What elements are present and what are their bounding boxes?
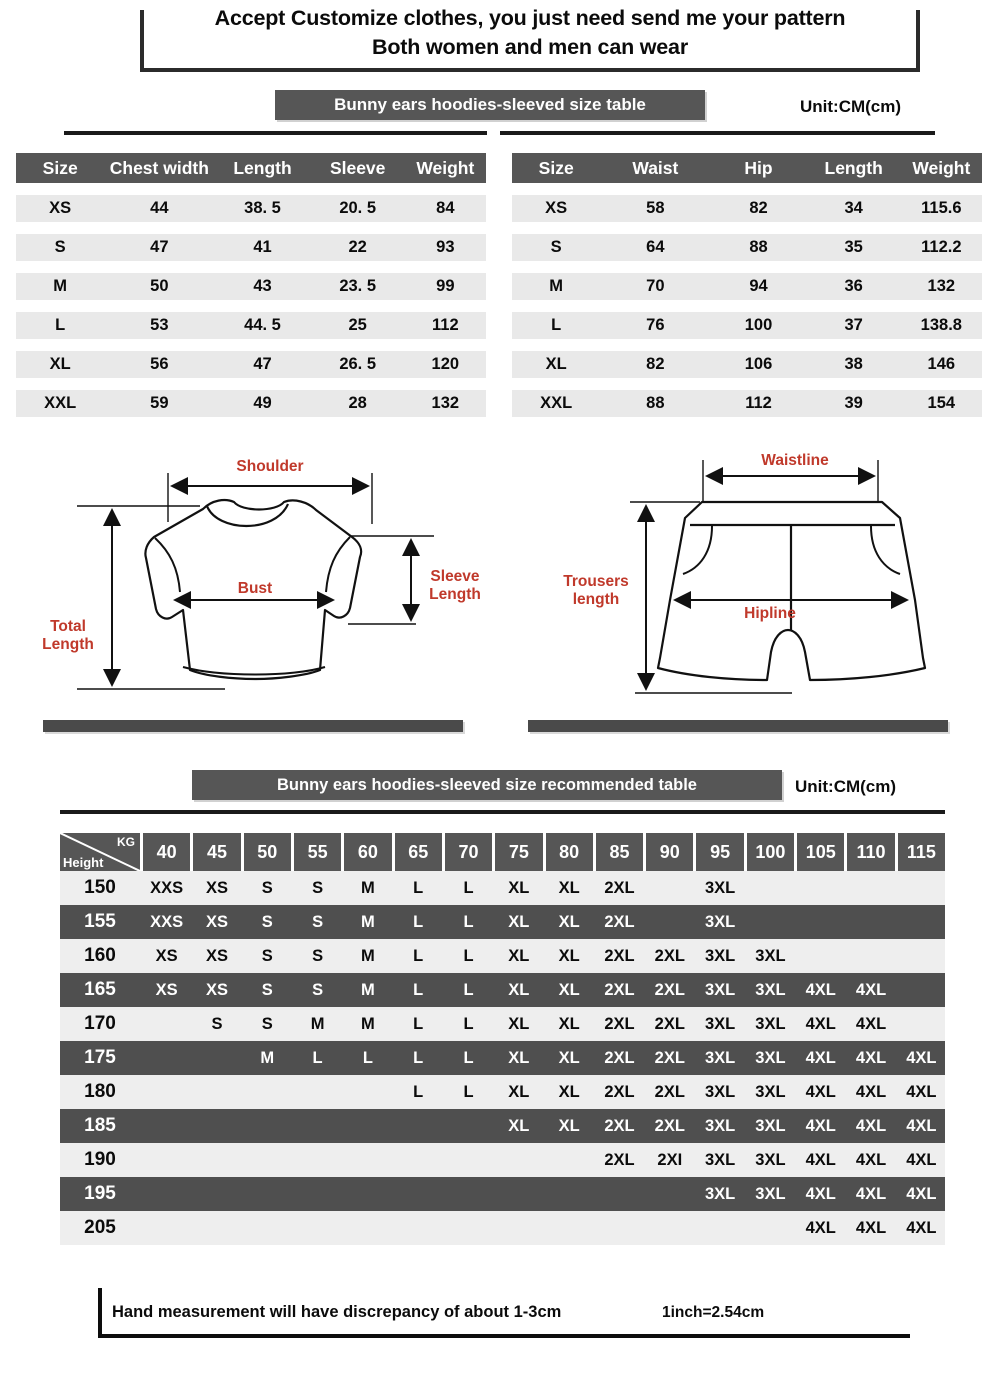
- top-measurement-table: [16, 153, 486, 417]
- rec-section-unit-label: Unit:CM(cm): [795, 777, 897, 796]
- rec-table-cell: S: [261, 1014, 273, 1033]
- rec-table-cell: M: [310, 1014, 325, 1033]
- cell-waist: 64: [646, 238, 665, 256]
- rec-table-cell: 4XL: [855, 1014, 887, 1033]
- rec-table-cell: M: [260, 1048, 275, 1067]
- divider-bar-left: [43, 720, 463, 732]
- top-table-header-weight: Weight: [416, 157, 475, 178]
- rec-table-height-label-205: 205: [84, 1217, 116, 1238]
- cell-length: 41: [253, 238, 272, 256]
- rec-table-weight-header-90: 90: [646, 833, 693, 871]
- rec-table-height-label-160: 160: [84, 945, 116, 966]
- cell-weight: 120: [431, 355, 460, 373]
- rec-table-cell: XL: [558, 912, 580, 931]
- rec-table-cell: 4XL: [906, 1082, 937, 1101]
- rec-table-cell: M: [361, 946, 375, 965]
- rec-table-corner-height: Height: [63, 855, 104, 870]
- top-table-header-size: Size: [42, 157, 78, 178]
- cell-weight: 132: [431, 394, 460, 412]
- rec-table-height-label-155: 155: [84, 911, 116, 932]
- table-row: [16, 390, 486, 417]
- rec-table-height-label-175: 175: [84, 1047, 116, 1068]
- shorts-label-waistline: Waistline: [761, 452, 829, 469]
- cell-hip: 112: [745, 394, 772, 412]
- shirt-label-total-length-line2: Length: [42, 636, 94, 653]
- shirt-label-sleeve-length-line1: Sleeve: [430, 568, 480, 585]
- rec-table-cell: 4XL: [855, 980, 887, 999]
- rec-table-cell: XL: [558, 946, 580, 965]
- rec-table-cell: 4XL: [805, 1082, 836, 1101]
- cell-sleeve: 26. 5: [339, 355, 377, 373]
- rec-table-row: [60, 905, 945, 939]
- rec-table-cell: L: [413, 878, 424, 897]
- rec-table-cell: XS: [205, 878, 228, 897]
- rec-table-cell: 4XL: [805, 1014, 836, 1033]
- shorts-label-trousers-length-line2: length: [572, 591, 620, 608]
- shirt-measurement-diagram: [20, 440, 500, 710]
- rec-table-cell: 4XL: [906, 1150, 937, 1169]
- cell-size: XL: [545, 355, 567, 373]
- rec-table-cell: 3XL: [704, 1082, 736, 1101]
- rec-table-cell: 2XL: [604, 1048, 635, 1067]
- rec-table-weight-header-55: 55: [294, 833, 341, 871]
- rec-table-cell: 3XL: [755, 980, 786, 999]
- rec-table-cell: 4XL: [906, 1116, 937, 1135]
- rec-table-cell: 3XL: [755, 1082, 786, 1101]
- divider-bar-right: [528, 720, 948, 732]
- shorts-label-trousers-length-line1: Trousers: [563, 573, 629, 590]
- cell-hip: 100: [744, 316, 773, 334]
- rec-table-cell: L: [463, 912, 474, 931]
- rec-table-cell: L: [362, 1048, 373, 1067]
- rec-table-cell: M: [361, 912, 375, 931]
- recommendation-table: [60, 833, 945, 1245]
- shirt-label-shoulder: Shoulder: [236, 458, 304, 475]
- rec-table-cell: L: [463, 1082, 474, 1101]
- cell-weight: 138.8: [920, 316, 962, 334]
- cell-size: XXL: [540, 394, 573, 412]
- rec-table-weight-header-95: 95: [696, 833, 743, 871]
- rec-table-height-label-190: 190: [84, 1149, 116, 1170]
- rec-table-cell: S: [312, 878, 324, 897]
- cell-hip: 106: [744, 355, 773, 373]
- rec-table-cell: L: [463, 946, 474, 965]
- cell-sleeve: 28: [348, 394, 367, 412]
- rec-table-cell: M: [361, 980, 375, 999]
- cell-length: 38: [844, 355, 863, 373]
- rec-table-cell: 3XL: [704, 1184, 736, 1203]
- rec-table-row: [60, 1109, 945, 1143]
- cell-length: 39: [844, 394, 863, 412]
- cell-waist: 76: [646, 316, 665, 334]
- cell-chest-width: 59: [150, 394, 169, 412]
- rec-table-row: [60, 939, 945, 973]
- top-section-title-label: Bunny ears hoodies-sleeved size table: [334, 95, 646, 114]
- shirt-label-sleeve-length-line2: Length: [429, 586, 481, 603]
- rec-table-corner-cell: [60, 833, 140, 871]
- top-left-table-rule: [64, 131, 487, 135]
- cell-size: S: [550, 238, 562, 256]
- cell-size: L: [551, 316, 562, 334]
- rec-table-row: [60, 973, 945, 1007]
- rec-table-cell: 2XL: [604, 1014, 635, 1033]
- rec-table-weight-header-105: 105: [797, 833, 844, 871]
- rec-table-cell: XL: [508, 980, 530, 999]
- bottom-measurement-table: [512, 153, 982, 417]
- rec-table-height-label-165: 165: [84, 979, 116, 1000]
- cell-hip: 82: [749, 199, 768, 217]
- table-row: [16, 273, 486, 300]
- shorts-label-hipline: Hipline: [744, 605, 796, 622]
- rec-table-cell: 2XL: [604, 912, 635, 931]
- rec-table-cell: 3XL: [704, 1116, 736, 1135]
- table-row: [512, 273, 982, 300]
- shorts-measurement-diagram: [520, 440, 1000, 710]
- rec-table-cell: 3XL: [704, 878, 736, 897]
- rec-table-weight-header-50: 50: [244, 833, 291, 871]
- cell-weight: 112: [432, 316, 459, 334]
- rec-table-cell: L: [463, 980, 474, 999]
- rec-table-row: [60, 1143, 945, 1177]
- rec-table-cell: XS: [205, 980, 228, 999]
- rec-table-corner-kg: KG: [117, 835, 135, 849]
- top-table-header-length: Length: [233, 157, 292, 178]
- cell-hip: 88: [749, 238, 768, 256]
- rec-table-cell: XL: [558, 1082, 580, 1101]
- rec-table-cell: 2XL: [654, 1048, 685, 1067]
- cell-weight: 84: [436, 199, 455, 217]
- bottom-table-header-size: Size: [538, 157, 574, 178]
- rec-table-header-row: [60, 833, 945, 871]
- rec-table-cell: 4XL: [906, 1048, 937, 1067]
- header-banner: [140, 6, 920, 72]
- top-right-table-rule: [500, 131, 935, 135]
- cell-length: 44. 5: [244, 316, 281, 334]
- rec-table-height-label-170: 170: [84, 1013, 116, 1034]
- rec-table-height-label-180: 180: [84, 1081, 116, 1102]
- cell-waist: 82: [646, 355, 665, 373]
- rec-table-cell: L: [413, 1048, 424, 1067]
- top-table-header-row: [16, 153, 486, 183]
- cell-chest-width: 50: [150, 277, 169, 295]
- cell-length: 49: [253, 394, 272, 412]
- rec-table-cell: XL: [508, 878, 530, 897]
- rec-table-cell: 3XL: [704, 1150, 736, 1169]
- rec-table-cell: XXS: [150, 912, 184, 931]
- rec-table-cell: XL: [558, 878, 580, 897]
- rec-table-cell: 4XL: [805, 1048, 836, 1067]
- rec-table-cell: 3XL: [704, 946, 736, 965]
- rec-table-cell: 3XL: [704, 1014, 736, 1033]
- rec-table-weight-header-75: 75: [495, 833, 542, 871]
- cell-waist: 70: [646, 277, 665, 295]
- rec-table-height-label-150: 150: [84, 877, 116, 898]
- rec-table-cell: L: [463, 1048, 474, 1067]
- rec-table-row: [60, 1007, 945, 1041]
- rec-table-cell: 4XL: [855, 1082, 887, 1101]
- rec-table-cell: 3XL: [755, 1014, 786, 1033]
- rec-table-cell: XL: [508, 1014, 530, 1033]
- rec-table-cell: 4XL: [805, 1116, 836, 1135]
- rec-table-cell: XL: [508, 912, 530, 931]
- rec-table-cell: XL: [508, 1116, 530, 1135]
- rec-table-cell: 4XL: [855, 1184, 887, 1203]
- footer-conversion: 1inch=2.54cm: [662, 1304, 765, 1321]
- rec-table-cell: 2XL: [654, 1014, 685, 1033]
- shirt-label-total-length: [28, 618, 108, 654]
- rec-table-weight-header-60: 60: [344, 833, 391, 871]
- rec-table-cell: M: [361, 878, 375, 897]
- rec-table-row: [60, 1211, 945, 1245]
- rec-table-cell: L: [413, 912, 424, 931]
- rec-table-cell: 4XL: [855, 1218, 887, 1237]
- footer-note: Hand measurement will have discrepancy of about 1-3cm: [112, 1303, 562, 1321]
- rec-table-cell: XL: [508, 946, 530, 965]
- rec-table-cell: L: [312, 1048, 323, 1067]
- cell-size: M: [549, 277, 564, 295]
- top-table-header-sleeve: Sleeve: [329, 157, 386, 178]
- rec-table-cell: 4XL: [855, 1048, 887, 1067]
- cell-size: XS: [545, 199, 568, 217]
- rec-table-cell: 2XI: [657, 1150, 683, 1169]
- rec-table-row: [60, 1177, 945, 1211]
- rec-table-row: [60, 1041, 945, 1075]
- rec-table-cell: 2XL: [604, 1082, 635, 1101]
- rec-table-cell: S: [261, 878, 273, 897]
- top-table-header-chest-width: Chest width: [109, 157, 209, 178]
- cell-weight: 154: [927, 394, 956, 412]
- rec-table-cell: 3XL: [755, 1048, 786, 1067]
- table-row: [512, 312, 982, 339]
- top-section-title-pill: [275, 90, 705, 120]
- cell-length: 34: [844, 199, 863, 217]
- rec-table-row: [60, 1075, 945, 1109]
- cell-size: XL: [49, 355, 71, 373]
- rec-table-cell: 2XL: [654, 1116, 685, 1135]
- table-row: [512, 195, 982, 222]
- rec-table-cell: XXS: [150, 878, 184, 897]
- rec-table-cell: S: [261, 980, 273, 999]
- bottom-table-header-weight: Weight: [912, 157, 971, 178]
- shirt-label-sleeve-length: [415, 568, 495, 604]
- cell-sleeve: 22: [348, 238, 367, 256]
- rec-table-weight-header-45: 45: [193, 833, 240, 871]
- table-row: [512, 234, 982, 261]
- cell-weight: 99: [436, 277, 455, 295]
- rec-table-height-label-185: 185: [84, 1115, 116, 1136]
- rec-table-cell: S: [312, 946, 324, 965]
- table-row: [512, 351, 982, 378]
- rec-table-cell: 4XL: [855, 1116, 887, 1135]
- rec-table-weight-header-70: 70: [445, 833, 492, 871]
- cell-length: 35: [844, 238, 863, 256]
- rec-table-cell: L: [463, 1014, 474, 1033]
- rec-table-cell: L: [413, 1082, 424, 1101]
- cell-chest-width: 47: [150, 238, 169, 256]
- rec-table-cell: XS: [205, 912, 228, 931]
- cell-length: 36: [844, 277, 863, 295]
- cell-length: 37: [844, 316, 863, 334]
- rec-table-weight-header-80: 80: [546, 833, 593, 871]
- cell-weight: 93: [436, 238, 455, 256]
- cell-size: XXL: [44, 394, 77, 412]
- rec-table-cell: 4XL: [805, 980, 836, 999]
- rec-table-weight-header-110: 110: [847, 833, 894, 871]
- cell-chest-width: 53: [150, 316, 169, 334]
- bottom-table-header-hip: Hip: [744, 157, 773, 178]
- cell-size: L: [55, 316, 66, 334]
- cell-weight: 115.6: [921, 199, 962, 217]
- rec-table-row: [60, 871, 945, 905]
- top-section-unit-label: Unit:CM(cm): [800, 97, 902, 116]
- rec-table-cell: S: [261, 912, 273, 931]
- header-line-2: Both women and men can wear: [372, 35, 688, 59]
- cell-weight: 132: [927, 277, 956, 295]
- rec-table-cell: 2XL: [654, 980, 685, 999]
- cell-size: S: [54, 238, 66, 256]
- rec-table-cell: S: [312, 980, 324, 999]
- rec-table-cell: 3XL: [755, 1184, 786, 1203]
- rec-table-cell: 3XL: [755, 1150, 786, 1169]
- cell-sleeve: 23. 5: [339, 277, 377, 295]
- rec-table-cell: 2XL: [604, 980, 635, 999]
- rec-table-height-label-195: 195: [84, 1183, 116, 1204]
- rec-table-cell: L: [413, 946, 424, 965]
- shirt-label-total-length-line1: Total: [50, 618, 86, 635]
- cell-chest-width: 56: [150, 355, 169, 373]
- rec-table-cell: S: [211, 1014, 223, 1033]
- cell-length: 38. 5: [244, 199, 281, 217]
- rec-table-cell: 4XL: [906, 1184, 937, 1203]
- rec-table-cell: M: [361, 1014, 375, 1033]
- rec-table-cell: 4XL: [805, 1218, 836, 1237]
- rec-table-cell: XL: [558, 1014, 580, 1033]
- rec-table-cell: 3XL: [755, 1116, 786, 1135]
- cell-sleeve: 20. 5: [339, 199, 377, 217]
- cell-chest-width: 44: [150, 199, 169, 217]
- rec-table-cell: S: [312, 912, 324, 931]
- rec-table-cell: 3XL: [755, 946, 786, 965]
- table-row: [16, 234, 486, 261]
- rec-table-cell: 4XL: [805, 1184, 836, 1203]
- rec-table-cell: L: [413, 980, 424, 999]
- rec-table-cell: L: [463, 878, 474, 897]
- rec-table-cell: XL: [558, 980, 580, 999]
- rec-table-cell: XL: [508, 1048, 530, 1067]
- rec-table-cell: XS: [155, 946, 178, 965]
- rec-table-cell: 4XL: [855, 1150, 887, 1169]
- rec-table-cell: XL: [558, 1048, 580, 1067]
- cell-hip: 94: [749, 277, 768, 295]
- rec-table-cell: 3XL: [704, 980, 736, 999]
- cell-weight: 112.2: [921, 238, 962, 256]
- rec-table-cell: 2XL: [604, 1150, 635, 1169]
- table-row: [512, 390, 982, 417]
- cell-waist: 58: [646, 199, 665, 217]
- rec-table-cell: 3XL: [704, 1048, 736, 1067]
- bottom-table-header-row: [512, 153, 982, 183]
- rec-table-rule: [60, 810, 945, 814]
- rec-table-cell: L: [413, 1014, 424, 1033]
- shirt-label-bust: Bust: [237, 580, 273, 597]
- rec-table-cell: XS: [155, 980, 178, 999]
- rec-table-cell: 3XL: [704, 912, 736, 931]
- bottom-table-header-length: Length: [824, 157, 883, 178]
- cell-size: XS: [49, 199, 72, 217]
- rec-table-weight-header-85: 85: [596, 833, 643, 871]
- rec-table-weight-header-40: 40: [143, 833, 190, 871]
- rec-table-cell: XL: [508, 1082, 530, 1101]
- table-row: [16, 195, 486, 222]
- rec-table-cell: 2XL: [604, 878, 635, 897]
- rec-table-cell: XL: [558, 1116, 580, 1135]
- rec-table-cell: 4XL: [906, 1218, 937, 1237]
- cell-size: M: [53, 277, 68, 295]
- rec-table-cell: 2XL: [604, 1116, 635, 1135]
- cell-length: 43: [253, 277, 272, 295]
- rec-table-cell: 2XL: [654, 1082, 685, 1101]
- cell-weight: 146: [927, 355, 956, 373]
- rec-table-cell: 4XL: [805, 1150, 836, 1169]
- rec-table-cell: S: [261, 946, 273, 965]
- rec-section-title-label: Bunny ears hoodies-sleeved size recommended table: [277, 775, 697, 794]
- rec-table-cell: 2XL: [604, 946, 635, 965]
- rec-table-cell: 2XL: [654, 946, 685, 965]
- cell-length: 47: [253, 355, 272, 373]
- rec-table-weight-header-115: 115: [898, 833, 945, 871]
- header-line-1: Accept Customize clothes, you just need send me your pattern: [214, 6, 846, 30]
- rec-table-weight-header-65: 65: [395, 833, 442, 871]
- table-row: [16, 312, 486, 339]
- shorts-label-trousers-length: [548, 573, 644, 609]
- bottom-table-header-waist: Waist: [632, 157, 679, 178]
- rec-table-weight-header-100: 100: [747, 833, 794, 871]
- cell-sleeve: 25: [348, 316, 367, 334]
- cell-waist: 88: [646, 394, 665, 412]
- table-row: [16, 351, 486, 378]
- rec-section-title-pill: [192, 770, 782, 800]
- rec-table-cell: XS: [205, 946, 228, 965]
